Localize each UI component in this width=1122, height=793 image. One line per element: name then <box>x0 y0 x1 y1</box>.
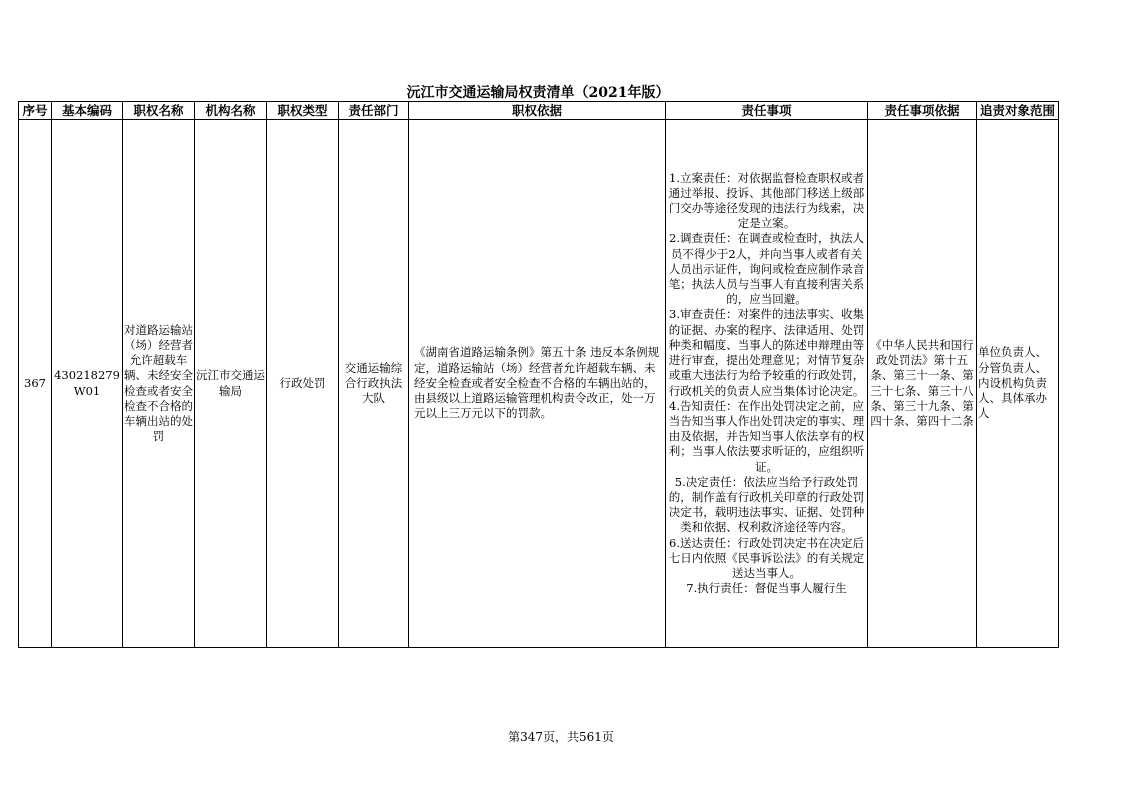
cell-code: 430218279W01 <box>52 120 123 648</box>
duty-item: 2.调查责任：在调查或检查时，执法人员不得少于2人，并向当事人或者有关人员出示证件，询问或检查应制作录音笔；执法人员与当事人有直接利害关系的，应当回避。 <box>668 231 865 307</box>
responsibility-table <box>18 101 1059 648</box>
cell-basis <box>409 120 666 648</box>
header-code: 基本编码 <box>52 102 123 120</box>
basis-text: 《湖南省道路运输条例》第五十条 违反本条例规定，道路运输站（场）经营者允许超载车辆、未经安全检查或者安全检查不合格的车辆出站的，由县级以上道路运输管理机构责令改正，处一万元以上三万元以下的罚款。 <box>414 345 660 421</box>
cell-seq: 367 <box>19 120 52 648</box>
duty-item: 7.执行责任：督促当事人履行生 <box>686 581 847 596</box>
cell-duties <box>666 120 868 648</box>
cell-org-name: 沅江市交通运输局 <box>195 120 267 648</box>
cell-power-name: 对道路运输站（场）经营者允许超载车辆、未经安全检查或者安全检查不合格的车辆出站的处罚 <box>123 120 195 648</box>
header-duty-basis: 责任事项依据 <box>868 102 977 120</box>
duty-item: 4.告知责任：在作出处罚决定之前，应当告知当事人作出处罚决定的事实、理由及依据，并告知当事人依法享有的权利；当事人依法要求听证的，应组织听证。 <box>668 398 865 474</box>
header-accountability: 追责对象范围 <box>977 102 1059 120</box>
header-basis: 职权依据 <box>409 102 666 120</box>
page-number: 第347页，共561页 <box>508 730 614 744</box>
table-row <box>19 120 1059 648</box>
header-org-name: 机构名称 <box>195 102 267 120</box>
cell-duty-basis: 《中华人民共和国行政处罚法》第十五条、第三十一条、第三十七条、第三十八条、第三十九条、第四十条、第四十二条 <box>868 120 977 648</box>
table-header-row <box>19 102 1059 120</box>
cell-power-type: 行政处罚 <box>267 120 339 648</box>
page-title: 沅江市交通运输局权责清单（2021年版） <box>406 85 670 101</box>
header-seq: 序号 <box>19 102 52 120</box>
cell-accountability: 单位负责人、分管负责人、内设机构负责人、具体承办人 <box>977 120 1059 648</box>
duty-item: 5.决定责任：依法应当给予行政处罚的，制作盖有行政机关印章的行政处罚决定书，载明违法事实、证据、处罚种类和依据、权利救济途径等内容。 <box>668 474 865 535</box>
header-dept: 责任部门 <box>339 102 409 120</box>
header-duties: 责任事项 <box>666 102 868 120</box>
header-power-name: 职权名称 <box>123 102 195 120</box>
duty-item: 6.送达责任：行政处罚决定书在决定后七日内依照《民事诉讼法》的有关规定送达当事人。 <box>668 535 865 580</box>
duty-item: 1.立案责任：对依据监督检查职权或者通过举报、投诉、其他部门移送上级部门交办等途径发现的违法行为线索，决定是立案。 <box>668 170 865 231</box>
header-power-type: 职权类型 <box>267 102 339 120</box>
duty-item: 3.审查责任：对案件的违法事实、收集的证据、办案的程序、法律适用、处罚种类和幅度、当事人的陈述申辩理由等进行审查，提出处理意见；对情节复杂或重大违法行为给予较重的行政处罚，行政机关的负责人应当集体讨论决定。 <box>668 307 865 398</box>
cell-dept: 交通运输综合行政执法大队 <box>339 120 409 648</box>
